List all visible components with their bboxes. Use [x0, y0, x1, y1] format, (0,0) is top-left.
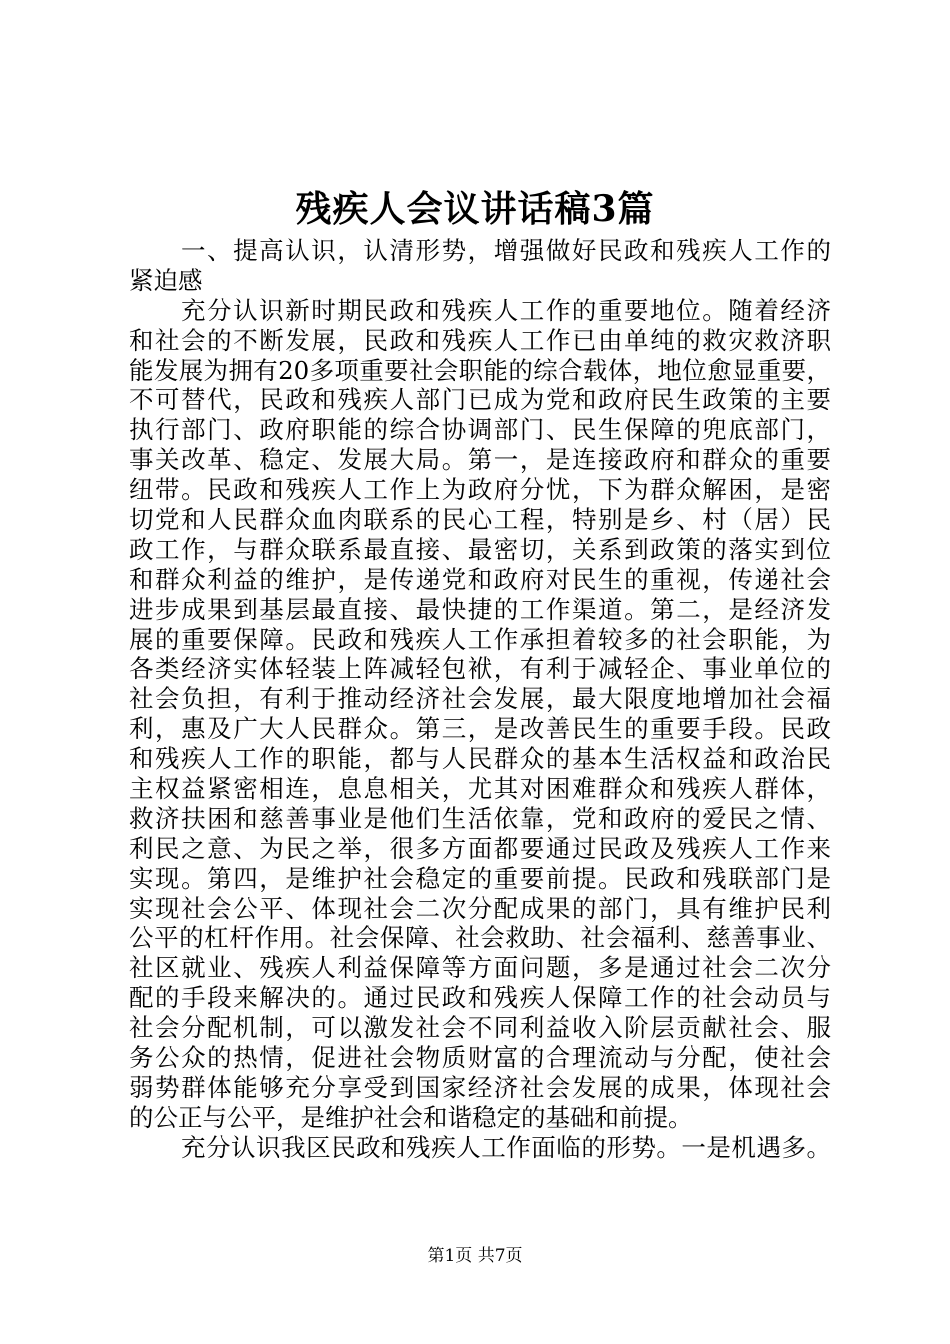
text-line: 不可替代，民政和残疾人部门已成为党和政府民生政策的主要 [129, 385, 831, 415]
text-line: 救济扶困和慈善事业是他们生活依靠，党和政府的爱民之情、 [129, 803, 831, 833]
text-line: 紧迫感 [129, 265, 203, 295]
text-line: 实现社会公平、体现社会二次分配成果的部门，具有维护民利 [129, 893, 831, 923]
text-line: 利民之意、为民之举，很多方面都要通过民政及残疾人工作来 [129, 833, 831, 863]
text-line: 社会负担，有利于推动经济社会发展，最大限度地增加社会福 [129, 684, 831, 714]
text-line: 充分认识我区民政和残疾人工作面临的形势。一是机遇多。 [181, 1132, 831, 1162]
text-line: 实现。第四，是维护社会稳定的重要前提。民政和残联部门是 [129, 863, 831, 893]
page-footer: 第1页 共7页 [427, 1246, 523, 1266]
text-line: 进步成果到基层最直接、最快捷的工作渠道。第二，是经济发 [129, 594, 831, 624]
text-line: 社会分配机制，可以激发社会不同利益收入阶层贡献社会、服 [129, 1013, 831, 1043]
text-line: 能发展为拥有20多项重要社会职能的综合载体，地位愈显重要， [129, 355, 831, 385]
text-line: 各类经济实体轻装上阵减轻包袱，有利于减轻企、事业单位的 [129, 654, 831, 684]
text-line: 利，惠及广大人民群众。第三，是改善民生的重要手段。民政 [129, 714, 831, 744]
text-line: 切党和人民群众血肉联系的民心工程，特别是乡、村（居）民 [129, 505, 831, 535]
text-line: 事关改革、稳定、发展大局。第一，是连接政府和群众的重要 [129, 445, 831, 475]
text-line: 主权益紧密相连，息息相关，尤其对困难群众和残疾人群体， [129, 774, 831, 804]
text-line: 执行部门、政府职能的综合协调部门、民生保障的兜底部门， [129, 415, 831, 445]
text-line: 和残疾人工作的职能，都与人民群众的基本生活权益和政治民 [129, 744, 831, 774]
text-line: 弱势群体能够充分享受到国家经济社会发展的成果，体现社会 [129, 1072, 831, 1102]
text-line: 一、提高认识，认清形势，增强做好民政和残疾人工作的 [181, 236, 831, 265]
text-line: 社区就业、残疾人利益保障等方面问题，多是通过社会二次分 [129, 953, 831, 983]
text-line: 和社会的不断发展，民政和残疾人工作已由单纯的救灾救济职 [129, 325, 831, 355]
text-line: 纽带。民政和残疾人工作上为政府分忧，下为群众解困，是密 [129, 475, 831, 505]
text-line: 和群众利益的维护，是传递党和政府对民生的重视，传递社会 [129, 564, 831, 594]
text-line: 务公众的热情，促进社会物质财富的合理流动与分配，使社会 [129, 1043, 831, 1073]
text-line: 充分认识新时期民政和残疾人工作的重要地位。随着经济 [181, 295, 831, 325]
text-line: 公平的杠杆作用。社会保障、社会救助、社会福利、慈善事业、 [129, 923, 831, 953]
text-line: 政工作，与群众联系最直接、最密切，关系到政策的落实到位 [129, 534, 831, 564]
document-body [129, 236, 831, 1163]
text-line: 的公正与公平，是维护社会和谐稳定的基础和前提。 [129, 1102, 693, 1132]
document-title: 残疾人会议讲话稿3篇 [295, 188, 655, 230]
text-line: 展的重要保障。民政和残疾人工作承担着较多的社会职能，为 [129, 624, 831, 654]
text-line: 配的手段来解决的。通过民政和残疾人保障工作的社会动员与 [129, 983, 831, 1013]
